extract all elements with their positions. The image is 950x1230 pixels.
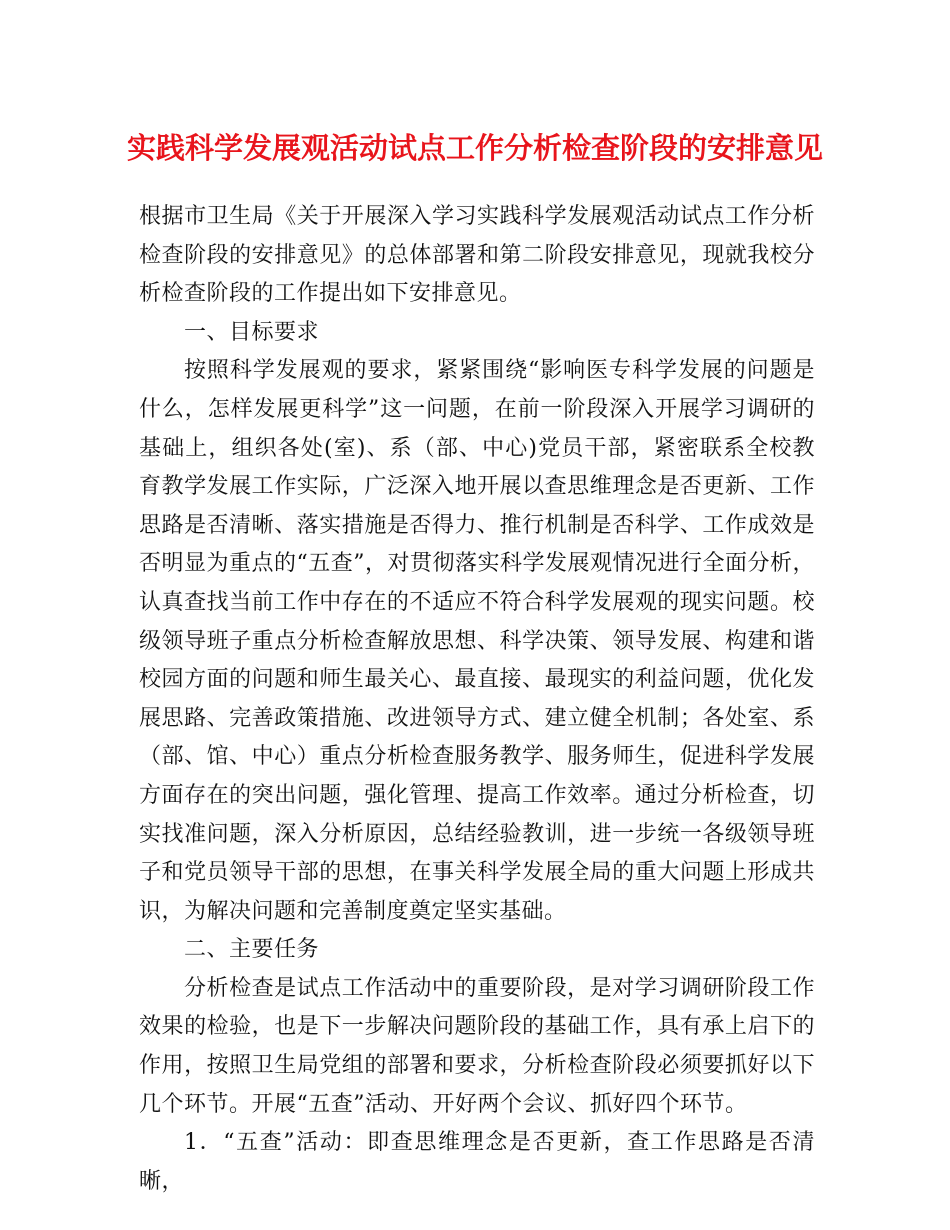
- document-title: 实践科学发展观活动试点工作分析检查阶段的安排意见: [126, 131, 823, 165]
- tasks-paragraph: 分析检查是试点工作活动中的重要阶段，是对学习调研阶段工作效果的检验，也是下一步解决问题阶段的基础工作，具有承上启下的作用，按照卫生局党组的部署和要求，分析检查阶段必须要抓好以下几个环节。开展“五查”活动、开好两个会议、抓好四个环节。: [139, 975, 815, 1117]
- five-checks-item: 1．“五查”活动：即查思维理念是否更新，查工作思路是否清晰，: [139, 1130, 815, 1194]
- section-heading-tasks: 二、主要任务: [184, 937, 320, 963]
- document-body: [139, 198, 815, 1201]
- goals-paragraph: 按照科学发展观的要求，紧紧围绕“影响医专科学发展的问题是什么，怎样发展更科学”这一问题，在前一阶段深入开展学习调研的基础上，组织各处(室)、系（部、中心)党员干部，紧密联系全校教育教学发展工作实际，广泛深入地开展以查思维理念是否更新、工作思路是否清晰、落实措施是否得力、推行机制是否科学、工作成效是否明显为重点的“五查”，对贯彻落实科学发展观情况进行全面分析，认真查找当前工作中存在的不适应不符合科学发展观的现实问题。校级领导班子重点分析检查解放思想、科学决策、领导发展、构建和谐校园方面的问题和师生最关心、最直接、最现实的利益问题，优化发展思路、完善政策措施、改进领导方式、建立健全机制；各处室、系（部、馆、中心）重点分析检查服务教学、服务师生，促进科学发展方面存在的突出问题，强化管理、提高工作效率。通过分析检查，切实找准问题，深入分析原因，总结经验教训，进一步统一各级领导班子和党员领导干部的思想，在事关科学发展全局的重大问题上形成共识，为解决问题和完善制度奠定坚实基础。: [139, 358, 815, 924]
- section-heading-goals: 一、目标要求: [184, 319, 320, 345]
- intro-paragraph: 根据市卫生局《关于开展深入学习实践科学发展观活动试点工作分析检查阶段的安排意见》的总体部署和第二阶段安排意见，现就我校分析检查阶段的工作提出如下安排意见。: [139, 204, 815, 307]
